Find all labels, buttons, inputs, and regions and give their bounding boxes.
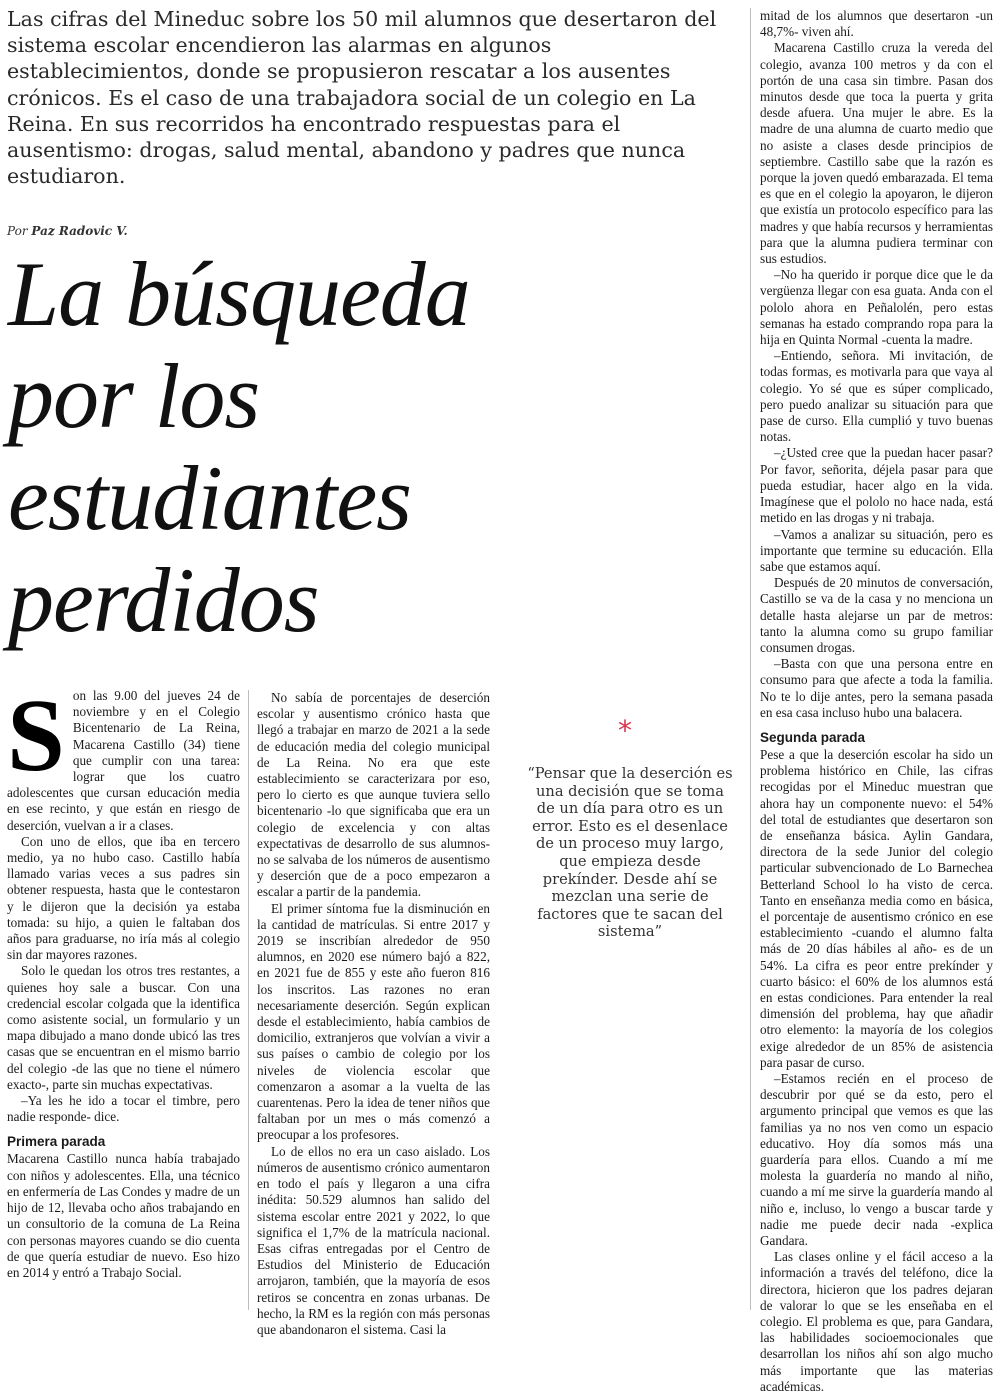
paragraph: Con uno de ellos, que iba en tercero medio, ya no hubo caso. Castillo había llamado varias veces a sus padres sin obtener respuesta, hasta que le contestaron y le dijeron que la decisión ya estaba tomada: su hijo, a quien le faltaban dos años para graduarse, no iría más al colegio sin dar mayores razones. bbox=[7, 833, 240, 963]
paragraph: –Basta con que una persona entre en consumo para que afecte a toda la familia. No te lo dije antes, pero la semana pasada en esa casa incluso hubo una balacera. bbox=[760, 656, 993, 720]
headline-line: perdidos bbox=[8, 549, 319, 651]
paragraph: Macarena Castillo cruza la vereda del colegio, avanza 100 metros y da con el portón de una casa sin timbre. Pasan dos minutos desde que toca la puerta y grita desde afuera. Una mujer le abre. Es la madre de una alumna de cuarto medio que no asiste a clases desde principios de septiembre. Castillo sabe que la razón es porque la joven quedó embarazada. El tema es que en el colegio la apoyaron, le dijeron que existía un protocolo específico para las madres y que había recursos y herramientas para que la alumna pudiera terminar con sus estudios. bbox=[760, 40, 993, 267]
paragraph: Solo le quedan los otros tres restantes, a quienes hoy sale a buscar. Con una credencial escolar colgada que la identifica como asistente social, un formulario y un mapa dibujado a mano donde ubicó las tres casas que se encuentran en el mismo barrio del colegio -de las que no tiene el número exacto-, parte sin muchas expectativas. bbox=[7, 963, 240, 1092]
byline-author: Paz Radovic V. bbox=[31, 224, 128, 238]
paragraph: Macarena Castillo nunca había trabajado con niños y adolescentes. Ella, una técnico en enfermería de Las Condes y madre de un hijo de 12, llevaba ocho años trabajando en un consultorio de la comuna de La Reina con personas mayores cuando se dio cuenta de que quería estudiar de nuevo. Eso hizo en 2014 y entró a Trabajo Social. bbox=[7, 1151, 240, 1280]
paragraph: –Estamos recién en el proceso de descubrir por qué se da esto, pero el argumento principal que vemos es que las familias ya no nos ven como un espacio educativo. Hoy día somos más una guardería para ellos. Cuando a mí me molesta la guardería no mando al niño, cuando a mí me sirve la guardería mando al niño e, incluso, lo vengo a buscar tarde y nadie me puede decir nada -explica Gandara. bbox=[760, 1071, 993, 1249]
article-column-2 bbox=[257, 690, 490, 1338]
paragraph: –Vamos a analizar su situación, pero es importante que termine su educación. Ella sabe que estamos aquí. bbox=[760, 526, 993, 574]
article-lede: Las cifras del Mineduc sobre los 50 mil alumnos que desertaron del sistema escolar encendieron las alarmas en algunos establecimientos, donde se propusieron rescatar a los ausentes crónicos. Es el caso de una trabajadora social de un colegio en La Reina. En sus recorridos ha encontrado respuestas para el ausentismo: drogas, salud mental, abandono y padres que nunca estudiaron. bbox=[7, 7, 717, 189]
subheading-segunda-parada: Segunda parada bbox=[760, 729, 866, 745]
paragraph: El primer síntoma fue la disminución en la cantidad de matrículas. Si entre 2017 y 2019 se inscribían alrededor de 950 alumnos, en 2020 ese número bajó a 822, en 2021 fue de 855 y este año fueron 816 los inscritos. Las razones no eran necesariamente deserción. Según explican desde el establecimiento, había cambios de domicilio, extranjeros que volvían a vivir a sus países o cambio de colegio por los niveles de violencia escolar que comenzaron a asomar a la vuelta de las cuarentenas. Pero la idea de tener niños que faltaban por un mes o más comenzó a preocupar a los profesores. bbox=[257, 900, 490, 1143]
paragraph-text: on las 9.00 del jueves 24 de noviembre y en el Colegio Bicentenario de La Reina, Macarena Castillo (34) tiene que cumplir con una tarea: lograr que los cuatro adolescentes que cursan educación media en ese recinto, y que están en riesgo de deserción, vuelvan a ir a clases. bbox=[7, 688, 240, 833]
paragraph: Pese a que la deserción escolar ha sido un problema histórico en Chile, las cifras recogidas por el Mineduc muestran que ahora hay un componente nuevo: el 54% del total de estudiantes que desertaron son de enseñanza básica. Aylin Gandara, directora de la sede Junior del colegio particular subvencionado de Lo Barnechea Betterland School lo ha visto de cerca. Tanto en enseñanza media como en básica, el porcentaje de ausentismo crónico en ese establecimiento -cuando el alumno falta más de 20 días hábiles al año- es de un 54%. La cifra es peor entre prekínder y cuarto básico: el 60% de los alumnos está en estas condiciones. Para entender la real dimensión del problema, hay que añadir otro elemento: la mayoría de los colegios exige alrededor de un 85% de asistencia para pasar de curso. bbox=[760, 746, 993, 1070]
headline-line: La búsqueda bbox=[8, 243, 470, 345]
paragraph: Las clases online y el fácil acceso a la información a través del teléfono, dice la directora, hicieron que los padres dejaran de valorar lo que se les enseñaba en el colegio. El problema es que, para Gandara, las habilidades socioemocionales que desarrollan los niños ahí son algo mucho más importante que las materias académicas. bbox=[760, 1249, 993, 1394]
byline bbox=[7, 224, 128, 238]
paragraph: Lo de ellos no era un caso aislado. Los números de ausentismo crónico aumentaron en todo el país y llegaron a una cifra inédita: 50.529 alumnos han salido del sistema escolar entre 2021 y 2022, lo que significa el 1,7% de la matrícula nacional. Esas cifras entregadas por el Centro de Estudios del Ministerio de Educación arrojaron, también, que la mayoría de esos retiros se concentra en zonas urbanas. De hecho, la RM es la región con más personas que abandonaron el sistema. Casi la bbox=[257, 1143, 490, 1337]
paragraph: –¿Usted cree que la puedan hacer pasar? Por favor, señorita, déjela pasar para que pueda estudiar, hacer algo en la vida. Imagínese que el pololo no hace nada, está metido en las drogas y ni trabaja. bbox=[760, 445, 993, 526]
drop-cap: S bbox=[7, 678, 65, 793]
paragraph: No sabía de porcentajes de deserción escolar y ausentismo crónico hasta que llegó a trabajar en marzo de 2021 a la sede de educación media del colegio municipal de La Reina. No era que este establecimiento se caracterizara por eso, pero lo cierto es que aunque tuviera sello bicentenario -lo que significaba que era un colegio de excelencia y con altas expectativas de desarrollo de sus alumnos- no se salvaba de los números de ausentismo y deserción que de a poco empezaron a escalar a partir de la pandemia. bbox=[257, 690, 490, 900]
asterisk-icon: * bbox=[618, 714, 632, 747]
paragraph bbox=[7, 678, 240, 834]
paragraph: Después de 20 minutos de conversación, Castillo se va de la casa y no menciona un detalle hasta alejarse un par de metros: tanto la alumna como su grupo familiar consumen drogas. bbox=[760, 575, 993, 655]
article-column-4 bbox=[760, 8, 993, 1395]
pull-quote: “Pensar que la deserción es una decisión que se toma de un día para otro es un error. Esto es el desenlace de un proceso muy largo, que empieza desde prekínder. Desde ahí se mezclan una serie de factores que te sacan del sistema” bbox=[527, 765, 733, 941]
column-divider bbox=[248, 690, 249, 1310]
paragraph: –Ya les he ido a tocar el timbre, pero nadie responde- dice. bbox=[7, 1093, 240, 1125]
paragraph: –Entiendo, señora. Mi invitación, de todas formas, es motivarla para que vaya al colegio. Yo sé que es súper complicado, pero puedo analizar su situación para que pase de curso. Ella cumplió y tuvo buenas notas. bbox=[760, 348, 993, 445]
paragraph: mitad de los alumnos que desertaron -un 48,7%- viven ahí. bbox=[760, 8, 993, 40]
subheading-primera-parada: Primera parada bbox=[7, 1134, 106, 1150]
headline bbox=[8, 243, 728, 651]
article-column-1 bbox=[7, 678, 240, 1281]
headline-line: por los bbox=[8, 345, 260, 447]
paragraph: –No ha querido ir porque dice que le da vergüenza llegar con esa guata. Anda con el pololo ahora en Peñalolén, pero estas semanas ha estado comprando ropa para la hija en Quinta Normal -cuenta la madre. bbox=[760, 267, 993, 348]
byline-prefix: Por bbox=[7, 224, 28, 238]
headline-line: estudiantes bbox=[8, 447, 411, 549]
column-divider bbox=[750, 8, 751, 1310]
